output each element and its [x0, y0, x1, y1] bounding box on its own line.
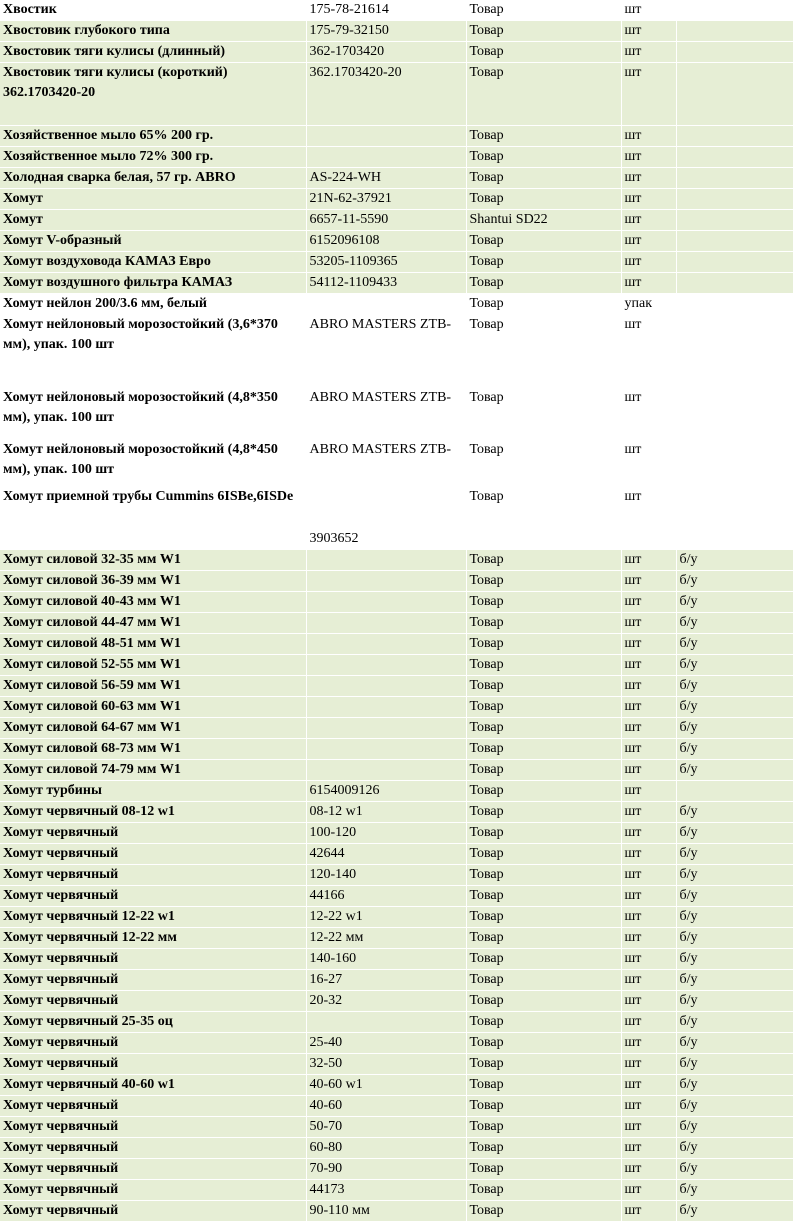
item-note	[676, 487, 793, 550]
table-row	[0, 613, 793, 634]
item-code: 120-140	[306, 865, 466, 886]
item-type: Товар	[466, 718, 621, 739]
item-unit: шт	[621, 1180, 676, 1201]
item-type: Товар	[466, 781, 621, 802]
item-note	[676, 315, 793, 388]
item-name: Хомут червячный	[0, 865, 306, 886]
item-code: 50-70	[306, 1117, 466, 1138]
item-note	[676, 781, 793, 802]
item-code: 6154009126	[306, 781, 466, 802]
item-name: Хомут силовой 68-73 мм W1	[0, 739, 306, 760]
item-code: 6657-11-5590	[306, 210, 466, 231]
item-note	[676, 147, 793, 168]
item-code	[306, 697, 466, 718]
item-type: Товар	[466, 1138, 621, 1159]
item-code	[306, 655, 466, 676]
item-unit: шт	[621, 1117, 676, 1138]
item-type: Товар	[466, 1075, 621, 1096]
item-note: б/у	[676, 634, 793, 655]
item-code: 362-1703420	[306, 42, 466, 63]
item-unit: шт	[621, 440, 676, 487]
table-row	[0, 1054, 793, 1075]
item-code: 25-40	[306, 1033, 466, 1054]
item-name: Хомут червячный	[0, 949, 306, 970]
item-unit: шт	[621, 63, 676, 126]
item-name: Хомут червячный	[0, 823, 306, 844]
item-type: Товар	[466, 739, 621, 760]
item-name: Хвостовик тяги кулисы (длинный)	[0, 42, 306, 63]
item-note	[676, 63, 793, 126]
item-note: б/у	[676, 1033, 793, 1054]
item-name: Хвостовик тяги кулисы (короткий) 362.1703420-20	[0, 63, 306, 126]
item-note: б/у	[676, 1012, 793, 1033]
item-type: Товар	[466, 550, 621, 571]
item-note: б/у	[676, 718, 793, 739]
table-row	[0, 231, 793, 252]
item-unit: шт	[621, 147, 676, 168]
item-unit: шт	[621, 655, 676, 676]
item-name: Хомут силовой 44-47 мм W1	[0, 613, 306, 634]
item-code	[306, 126, 466, 147]
item-type: Товар	[466, 823, 621, 844]
item-name: Хомут червячный 12-22 мм	[0, 928, 306, 949]
table-row	[0, 781, 793, 802]
table-row	[0, 1138, 793, 1159]
item-type: Товар	[466, 1117, 621, 1138]
table-row	[0, 21, 793, 42]
table-row	[0, 42, 793, 63]
item-type: Товар	[466, 1201, 621, 1222]
item-name: Хомут силовой 74-79 мм W1	[0, 760, 306, 781]
item-note: б/у	[676, 949, 793, 970]
table-row	[0, 802, 793, 823]
item-code: 42644	[306, 844, 466, 865]
item-unit: шт	[621, 1033, 676, 1054]
item-note	[676, 231, 793, 252]
item-note: б/у	[676, 844, 793, 865]
item-name: Хомут червячный 40-60 w1	[0, 1075, 306, 1096]
item-unit: шт	[621, 315, 676, 388]
item-unit: шт	[621, 823, 676, 844]
item-code: 54112-1109433	[306, 273, 466, 294]
table-row	[0, 928, 793, 949]
table-row	[0, 865, 793, 886]
item-code: ABRO MASTERS ZTB-	[306, 388, 466, 440]
item-code	[306, 1012, 466, 1033]
item-type: Товар	[466, 126, 621, 147]
item-name: Хомут силовой 48-51 мм W1	[0, 634, 306, 655]
item-unit: шт	[621, 21, 676, 42]
item-code: 40-60 w1	[306, 1075, 466, 1096]
item-note: б/у	[676, 760, 793, 781]
table-row	[0, 718, 793, 739]
item-unit: шт	[621, 388, 676, 440]
item-code: 70-90	[306, 1159, 466, 1180]
item-note: б/у	[676, 613, 793, 634]
item-type: Товар	[466, 1012, 621, 1033]
item-unit: шт	[621, 1054, 676, 1075]
item-name: Хомут силовой 56-59 мм W1	[0, 676, 306, 697]
item-note	[676, 440, 793, 487]
table-row	[0, 1075, 793, 1096]
item-unit: шт	[621, 970, 676, 991]
item-note: б/у	[676, 592, 793, 613]
item-code: 44166	[306, 886, 466, 907]
item-name: Хомут червячный	[0, 1138, 306, 1159]
item-code: 21N-62-37921	[306, 189, 466, 210]
table-row	[0, 655, 793, 676]
item-type: Товар	[466, 991, 621, 1012]
item-type: Товар	[466, 802, 621, 823]
item-type: Товар	[466, 63, 621, 126]
item-type: Товар	[466, 886, 621, 907]
table-row	[0, 315, 793, 388]
item-code: 12-22 мм	[306, 928, 466, 949]
table-row	[0, 1096, 793, 1117]
item-code: 3903652	[306, 487, 466, 550]
item-name: Хомут	[0, 189, 306, 210]
item-name: Хомут червячный	[0, 1096, 306, 1117]
item-unit: шт	[621, 802, 676, 823]
item-name: Хомут силовой 64-67 мм W1	[0, 718, 306, 739]
item-note: б/у	[676, 907, 793, 928]
item-unit: шт	[621, 991, 676, 1012]
item-note	[676, 21, 793, 42]
item-code	[306, 760, 466, 781]
item-unit: шт	[621, 739, 676, 760]
item-unit: шт	[621, 1159, 676, 1180]
table-row	[0, 147, 793, 168]
item-note	[676, 189, 793, 210]
table-row	[0, 991, 793, 1012]
table-row	[0, 252, 793, 273]
table-row	[0, 189, 793, 210]
item-type: Товар	[466, 865, 621, 886]
item-name: Хомут силовой 36-39 мм W1	[0, 571, 306, 592]
item-name: Хомут V-образный	[0, 231, 306, 252]
item-name: Хомут червячный	[0, 886, 306, 907]
item-code: 53205-1109365	[306, 252, 466, 273]
table-row	[0, 294, 793, 315]
item-type: Товар	[466, 168, 621, 189]
item-type: Товар	[466, 252, 621, 273]
item-note: б/у	[676, 991, 793, 1012]
item-unit: шт	[621, 189, 676, 210]
item-type: Товар	[466, 844, 621, 865]
table-row	[0, 1117, 793, 1138]
table-row	[0, 592, 793, 613]
item-name: Хомут приемной трубы Cummins 6ISBe,6ISDe	[0, 487, 306, 550]
item-unit: шт	[621, 634, 676, 655]
item-unit: шт	[621, 865, 676, 886]
item-note: б/у	[676, 1159, 793, 1180]
item-name: Хомут нейлоновый морозостойкий (4,8*450 мм), упак. 100 шт	[0, 440, 306, 487]
item-type: Товар	[466, 697, 621, 718]
item-name: Хомут турбины	[0, 781, 306, 802]
item-name: Хомут нейлоновый морозостойкий (4,8*350 мм), упак. 100 шт	[0, 388, 306, 440]
item-unit: шт	[621, 168, 676, 189]
item-code: 175-79-32150	[306, 21, 466, 42]
item-code: 140-160	[306, 949, 466, 970]
item-code: 6152096108	[306, 231, 466, 252]
table-row	[0, 697, 793, 718]
table-row	[0, 550, 793, 571]
table-row	[0, 760, 793, 781]
item-type: Товар	[466, 231, 621, 252]
item-type: Товар	[466, 970, 621, 991]
item-code	[306, 147, 466, 168]
item-name: Хомут червячный	[0, 1201, 306, 1222]
item-unit: шт	[621, 571, 676, 592]
item-code	[306, 739, 466, 760]
item-name: Хомут червячный	[0, 1054, 306, 1075]
item-code: AS-224-WH	[306, 168, 466, 189]
item-name: Хозяйственное мыло 72% 300 гр.	[0, 147, 306, 168]
item-name: Хомут червячный	[0, 844, 306, 865]
item-name: Хомут	[0, 210, 306, 231]
item-note: б/у	[676, 928, 793, 949]
item-note: б/у	[676, 676, 793, 697]
item-code	[306, 613, 466, 634]
item-unit: шт	[621, 550, 676, 571]
item-type: Shantui SD22	[466, 210, 621, 231]
item-unit: шт	[621, 718, 676, 739]
item-code: 32-50	[306, 1054, 466, 1075]
table-row	[0, 1180, 793, 1201]
table-row	[0, 273, 793, 294]
item-code: 175-78-21614	[306, 0, 466, 21]
item-type: Товар	[466, 928, 621, 949]
table-row	[0, 440, 793, 487]
item-unit: шт	[621, 907, 676, 928]
item-type: Товар	[466, 1054, 621, 1075]
item-type: Товар	[466, 760, 621, 781]
item-code: 90-110 мм	[306, 1201, 466, 1222]
item-type: Товар	[466, 189, 621, 210]
item-type: Товар	[466, 655, 621, 676]
item-code: 12-22 w1	[306, 907, 466, 928]
item-name: Хомут червячный	[0, 1117, 306, 1138]
item-note: б/у	[676, 802, 793, 823]
item-note	[676, 388, 793, 440]
item-note	[676, 126, 793, 147]
table-row	[0, 1033, 793, 1054]
table-row	[0, 907, 793, 928]
item-type: Товар	[466, 1159, 621, 1180]
item-note: б/у	[676, 823, 793, 844]
item-unit: шт	[621, 844, 676, 865]
item-code	[306, 676, 466, 697]
item-note: б/у	[676, 571, 793, 592]
item-unit: шт	[621, 676, 676, 697]
item-type: Товар	[466, 294, 621, 315]
item-note: б/у	[676, 1075, 793, 1096]
table-row	[0, 210, 793, 231]
item-type: Товар	[466, 592, 621, 613]
item-unit: упак	[621, 294, 676, 315]
table-row	[0, 823, 793, 844]
item-type: Товар	[466, 1096, 621, 1117]
item-unit: шт	[621, 126, 676, 147]
item-type: Товар	[466, 21, 621, 42]
item-type: Товар	[466, 613, 621, 634]
item-note	[676, 168, 793, 189]
item-name: Хомут червячный	[0, 1180, 306, 1201]
item-unit: шт	[621, 697, 676, 718]
item-name: Холодная сварка белая, 57 гр. ABRO	[0, 168, 306, 189]
item-note: б/у	[676, 655, 793, 676]
table-row	[0, 970, 793, 991]
item-name: Хомут нейлоновый морозостойкий (3,6*370 мм), упак. 100 шт	[0, 315, 306, 388]
item-name: Хомут воздуховода КАМАЗ Евро	[0, 252, 306, 273]
item-note	[676, 273, 793, 294]
item-type: Товар	[466, 388, 621, 440]
table-row	[0, 571, 793, 592]
item-code: 362.1703420-20	[306, 63, 466, 126]
item-type: Товар	[466, 487, 621, 550]
item-note: б/у	[676, 1117, 793, 1138]
item-code	[306, 718, 466, 739]
item-type: Товар	[466, 676, 621, 697]
item-type: Товар	[466, 273, 621, 294]
item-note: б/у	[676, 886, 793, 907]
table-row	[0, 739, 793, 760]
table-row	[0, 0, 793, 21]
item-name: Хомут червячный	[0, 1033, 306, 1054]
item-type: Товар	[466, 42, 621, 63]
item-unit: шт	[621, 1075, 676, 1096]
item-type: Товар	[466, 571, 621, 592]
item-type: Товар	[466, 949, 621, 970]
item-name: Хомут воздушного фильтра КАМАЗ	[0, 273, 306, 294]
table-row	[0, 168, 793, 189]
item-note: б/у	[676, 865, 793, 886]
item-name: Хомут силовой 32-35 мм W1	[0, 550, 306, 571]
item-unit: шт	[621, 928, 676, 949]
item-note: б/у	[676, 970, 793, 991]
item-unit: шт	[621, 231, 676, 252]
item-code: 16-27	[306, 970, 466, 991]
item-code	[306, 571, 466, 592]
item-unit: шт	[621, 1201, 676, 1222]
item-name: Хомут червячный 08-12 w1	[0, 802, 306, 823]
item-name: Хвостовик глубокого типа	[0, 21, 306, 42]
table-row	[0, 63, 793, 126]
item-name: Хомут червячный 25-35 оц	[0, 1012, 306, 1033]
item-note: б/у	[676, 1201, 793, 1222]
item-unit: шт	[621, 0, 676, 21]
table-row	[0, 388, 793, 440]
table-row	[0, 844, 793, 865]
item-unit: шт	[621, 210, 676, 231]
table-row	[0, 487, 793, 550]
item-unit: шт	[621, 781, 676, 802]
item-name: Хомут нейлон 200/3.6 мм, белый	[0, 294, 306, 315]
item-name: Хомут силовой 60-63 мм W1	[0, 697, 306, 718]
item-type: Товар	[466, 634, 621, 655]
item-unit: шт	[621, 487, 676, 550]
table-row	[0, 1012, 793, 1033]
item-unit: шт	[621, 1012, 676, 1033]
table-row	[0, 634, 793, 655]
item-note: б/у	[676, 1138, 793, 1159]
item-code	[306, 592, 466, 613]
item-name: Хомут червячный	[0, 970, 306, 991]
table-row	[0, 886, 793, 907]
item-type: Товар	[466, 440, 621, 487]
item-code	[306, 550, 466, 571]
item-type: Товар	[466, 315, 621, 388]
item-code: 08-12 w1	[306, 802, 466, 823]
item-note: б/у	[676, 1180, 793, 1201]
item-code	[306, 634, 466, 655]
item-unit: шт	[621, 886, 676, 907]
table-row	[0, 1201, 793, 1222]
table-row	[0, 126, 793, 147]
item-note	[676, 42, 793, 63]
item-unit: шт	[621, 949, 676, 970]
item-type: Товар	[466, 0, 621, 21]
item-name: Хомут червячный	[0, 1159, 306, 1180]
item-note: б/у	[676, 1054, 793, 1075]
table-row	[0, 1159, 793, 1180]
item-code	[306, 294, 466, 315]
item-unit: шт	[621, 42, 676, 63]
item-code: 60-80	[306, 1138, 466, 1159]
item-code: 20-32	[306, 991, 466, 1012]
item-code: 40-60	[306, 1096, 466, 1117]
item-name: Хозяйственное мыло 65% 200 гр.	[0, 126, 306, 147]
item-name: Хомут силовой 40-43 мм W1	[0, 592, 306, 613]
item-type: Товар	[466, 907, 621, 928]
item-note: б/у	[676, 1096, 793, 1117]
item-type: Товар	[466, 147, 621, 168]
item-type: Товар	[466, 1180, 621, 1201]
item-code: 44173	[306, 1180, 466, 1201]
item-note	[676, 210, 793, 231]
item-unit: шт	[621, 273, 676, 294]
item-type: Товар	[466, 1033, 621, 1054]
item-note	[676, 0, 793, 21]
table-row	[0, 676, 793, 697]
item-code: ABRO MASTERS ZTB-	[306, 440, 466, 487]
item-unit: шт	[621, 760, 676, 781]
item-name: Хомут червячный	[0, 991, 306, 1012]
item-code: 100-120	[306, 823, 466, 844]
item-code: ABRO MASTERS ZTB-	[306, 315, 466, 388]
table-row	[0, 949, 793, 970]
item-name: Хомут червячный 12-22 w1	[0, 907, 306, 928]
item-note	[676, 294, 793, 315]
item-unit: шт	[621, 1138, 676, 1159]
item-name: Хомут силовой 52-55 мм W1	[0, 655, 306, 676]
item-note: б/у	[676, 697, 793, 718]
item-unit: шт	[621, 1096, 676, 1117]
item-unit: шт	[621, 252, 676, 273]
item-unit: шт	[621, 613, 676, 634]
item-note: б/у	[676, 550, 793, 571]
item-unit: шт	[621, 592, 676, 613]
item-name: Хвостик	[0, 0, 306, 21]
item-note	[676, 252, 793, 273]
item-note: б/у	[676, 739, 793, 760]
